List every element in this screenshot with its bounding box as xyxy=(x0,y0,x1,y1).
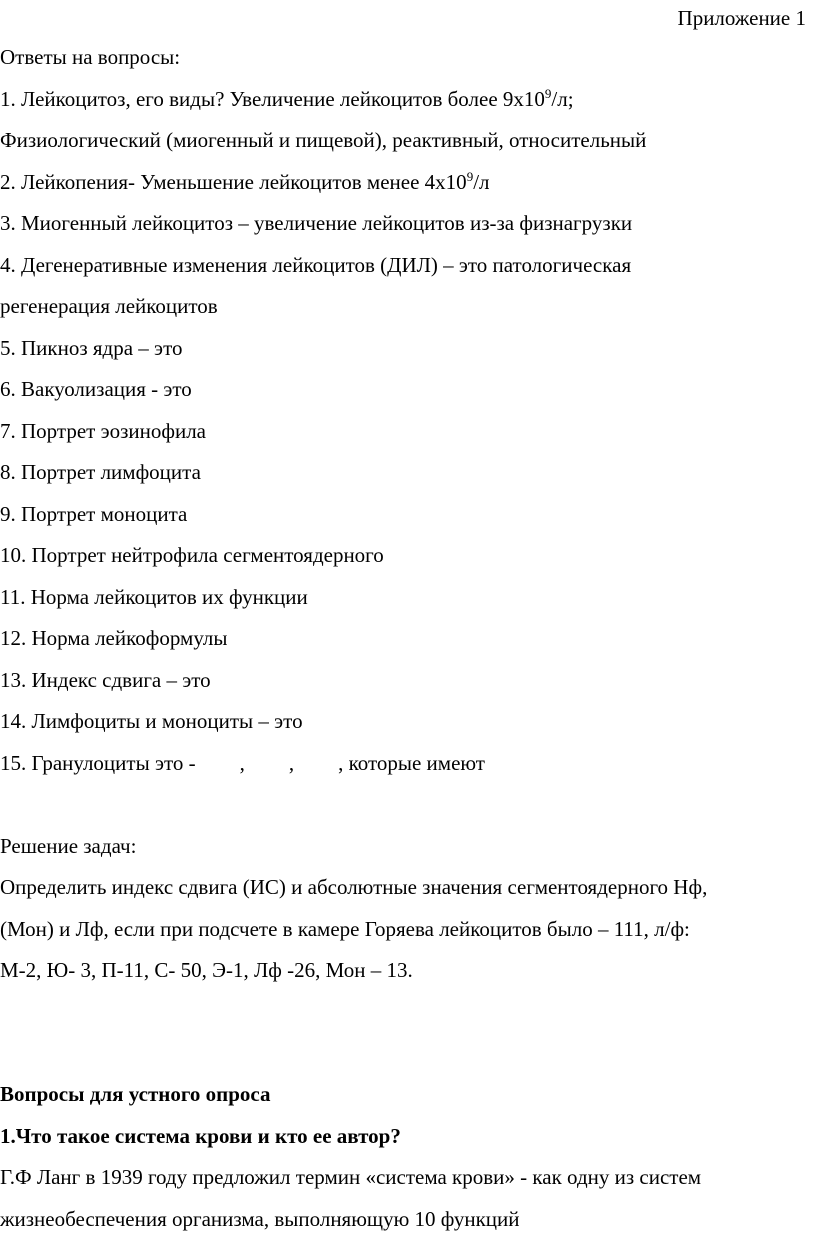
answer-4: 4. Дегенеративные изменения лейкоцитов (ДИЛ) – это патологическая xyxy=(0,253,632,277)
answers-heading: Ответы на вопросы: xyxy=(0,45,181,69)
answer-6: 6. Вакуолизация - это xyxy=(0,377,192,401)
answer-12: 12. Норма лейкоформулы xyxy=(0,626,228,650)
answer-1-continuation: Физиологический (миогенный и пищевой), реактивный, относительный xyxy=(0,128,647,152)
oral-questions-heading: Вопросы для устного опроса xyxy=(0,1082,271,1106)
answer-15-blank-2: , xyxy=(288,751,295,775)
tasks-heading: Решение задач: xyxy=(0,834,137,858)
oral-answer-1-line-1: Г.Ф Ланг в 1939 году предложил термин «система крови» - как одну из систем xyxy=(0,1165,702,1189)
answer-11: 11. Норма лейкоцитов их функции xyxy=(0,585,308,609)
answer-2-exponent: 9 xyxy=(466,169,474,184)
oral-question-1: 1.Что такое система крови и кто ее автор? xyxy=(0,1124,401,1148)
answer-2 xyxy=(0,169,490,198)
answer-7: 7. Портрет эозинофила xyxy=(0,419,207,443)
answer-8: 8. Портрет лимфоцита xyxy=(0,460,201,484)
appendix-label: Приложение 1 xyxy=(677,6,806,30)
task-line-1: Определить индекс сдвига (ИС) и абсолютные значения сегментоядерного Нф, xyxy=(0,875,708,899)
answer-1-text: 1. Лейкоцитоз, его виды? Увеличение лейкоцитов более 9х10 xyxy=(0,87,545,111)
answer-1-exponent: 9 xyxy=(544,86,552,101)
task-line-3: М-2, Ю- 3, П-11, С- 50, Э-1, Лф -26, Мон – 13. xyxy=(0,958,413,982)
task-line-2: (Мон) и Лф, если при подсчете в камере Горяева лейкоцитов было – 111, л/ф: xyxy=(0,917,690,941)
answer-3: 3. Миогенный лейкоцитоз – увеличение лейкоцитов из-за физнагрузки xyxy=(0,211,633,235)
answer-5: 5. Пикноз ядра – это xyxy=(0,336,183,360)
answer-14: 14. Лимфоциты и моноциты – это xyxy=(0,709,303,733)
answer-1 xyxy=(0,86,574,115)
answer-9: 9. Портрет моноцита xyxy=(0,502,188,526)
answer-10: 10. Портрет нейтрофила сегментоядерного xyxy=(0,543,384,567)
oral-answer-1-line-2: жизнеобеспечения организма, выполняющую 10 функций xyxy=(0,1207,520,1231)
answer-15 xyxy=(0,750,485,776)
answer-15-text: 15. Гранулоциты это - xyxy=(0,751,196,775)
answer-4-continuation: регенерация лейкоцитов xyxy=(0,294,218,318)
answer-15-blank-1: , xyxy=(239,751,245,775)
answer-2-text: 2. Лейкопения- Уменьшение лейкоцитов менее 4х10 xyxy=(0,170,467,194)
answer-2-unit: /л xyxy=(473,170,490,194)
answer-15-tail: , которые имеют xyxy=(338,751,485,775)
answer-1-unit: /л; xyxy=(551,87,574,111)
answer-13: 13. Индекс сдвига – это xyxy=(0,668,211,692)
